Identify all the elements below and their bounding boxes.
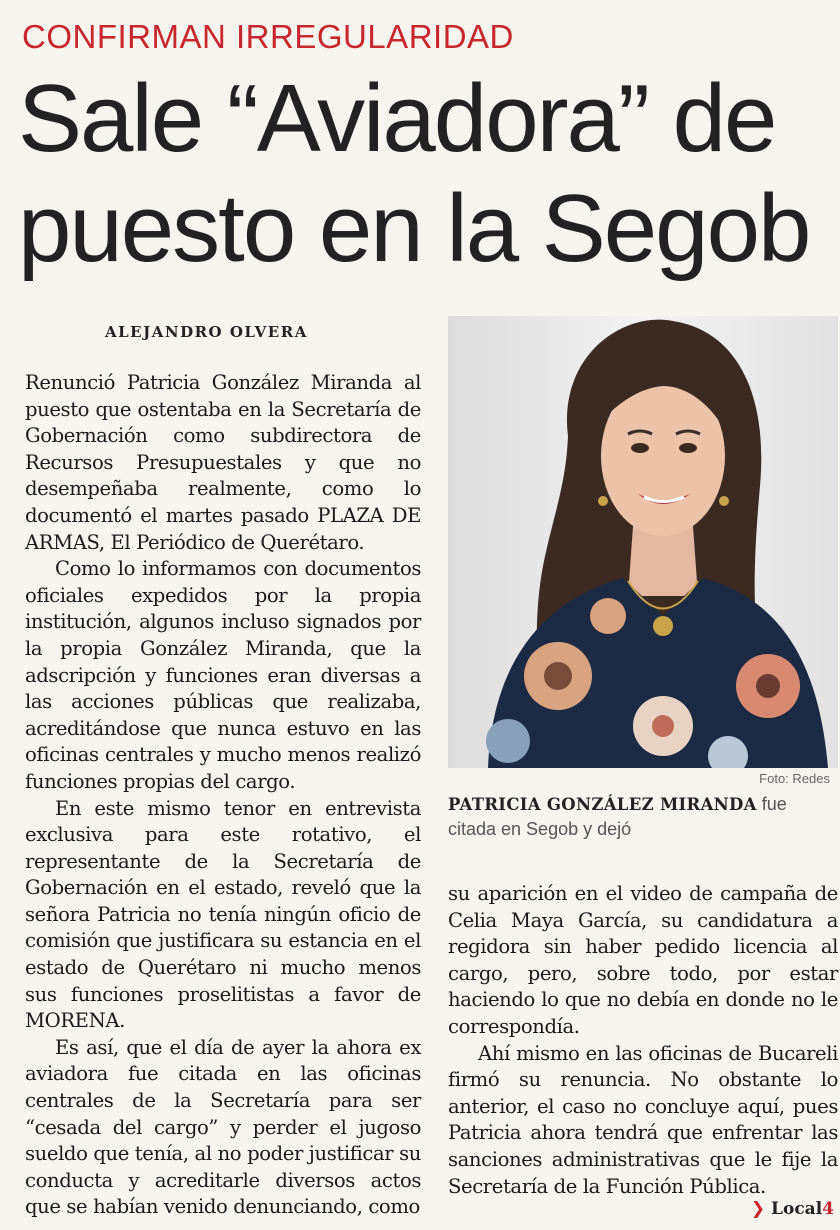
headline-line-2: puesto en la Segob — [18, 175, 810, 282]
byline: ALEJANDRO OLVERA — [105, 323, 308, 341]
article-column-left — [25, 370, 421, 1221]
chevron-right-icon: ❯ — [750, 1199, 766, 1219]
page-number: 4 — [822, 1199, 834, 1219]
caption-name: PATRICIA GONZÁLEZ MIRANDA — [448, 795, 757, 814]
paragraph-5: su aparición en el video de campaña de Celia Maya García, su candidatura a regidora sin haber pedido licencia al cargo, pero, sobre todo, por estar haciendo lo que no debía en donde no le correspondía. — [448, 882, 838, 1038]
kicker: CONFIRMAN IRREGULARIDAD — [22, 18, 514, 55]
headline-line-1: Sale “Aviadora” de — [18, 65, 776, 172]
paragraph-4: Es así, que el día de ayer la ahora ex aviadora fue citada en las oficinas centrales de la Secretaría para ser “cesada del cargo” y perder el jugoso sueldo que tenía, al no poder justificar su conducta y acreditarle diversos actos que se habían venido denunciando, como — [25, 1035, 421, 1219]
page-section: Local — [771, 1199, 823, 1219]
photo-caption — [448, 792, 838, 842]
paragraph-3: En este mismo tenor en entrevista exclusiva para este rotativo, el representante de la Secretaría de Gobernación en el estado, reveló que la señora Patricia no tenía ningún oficio de comisión que justificara su estancia en el estado de Querétaro ni mucho menos sus funciones proselitistas a favor de MORENA. — [25, 796, 421, 1033]
headline — [18, 64, 833, 284]
paragraph-6: Ahí mismo en las oficinas de Bucareli firmó su renuncia. No obstante lo anterior, el caso no concluye aquí, pues Patricia ahora tendrá que enfrentar las sanciones administrativas que le fije la Secretaría de la Función Pública. — [448, 1041, 838, 1198]
paragraph-2: Como lo informamos con documentos oficiales expedidos por la propia institución, algunos incluso signados por la propia González Miranda, que la adscripción y funciones eran diversas a las acciones públicas que realizaba, acreditándose que nunca estuvo en las oficinas centrales y mucho menos realizó funciones propias del cargo. — [25, 557, 421, 793]
portrait-photo — [448, 316, 838, 768]
photo-credit: Foto: Redes — [759, 771, 830, 786]
caption-text: fue citada en Segob y dejó — [448, 794, 787, 839]
portrait-illustration — [448, 316, 838, 768]
paragraph-1: Renunció Patricia González Miranda al puesto que ostentaba en la Secretaría de Gobernación como subdirectora de Recursos Presupuestales y que no desempeñaba realmente, como lo documentó el martes pasado PLAZA DE ARMAS, El Periódico de Querétaro. — [25, 371, 421, 554]
page-reference — [751, 1199, 834, 1219]
article-column-right — [448, 881, 838, 1200]
